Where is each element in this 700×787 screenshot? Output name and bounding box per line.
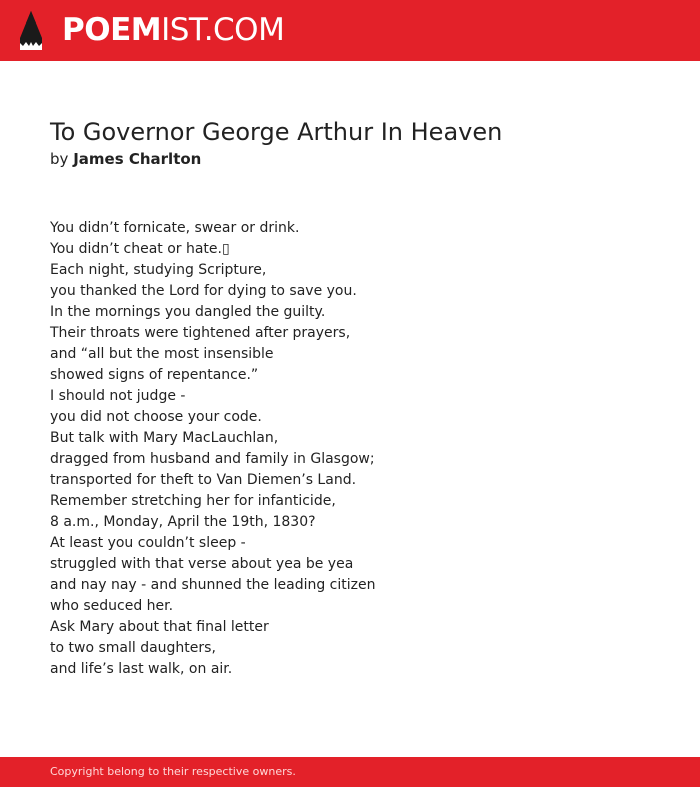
poem-line: I should not judge - [50, 388, 186, 404]
poem-line: Remember stretching her for infanticide, [50, 493, 336, 509]
logo-light-part: IST.COM [161, 12, 285, 48]
poem-line: and nay nay - and shunned the leading citizen [50, 577, 376, 593]
poem-line: Ask Mary about that final letter [50, 619, 269, 635]
poem-body [50, 218, 376, 680]
pencil-tip-icon [18, 10, 44, 52]
poem-line: In the mornings you dangled the guilty. [50, 304, 326, 320]
poem-line: You didn’t fornicate, swear or drink. [50, 220, 300, 236]
poem-line: dragged from husband and family in Glasgow; [50, 451, 375, 467]
by-label: by [50, 150, 69, 168]
poem-line: to two small daughters, [50, 640, 216, 656]
site-header [0, 0, 700, 61]
poem-line: Their throats were tightened after prayers, [50, 325, 351, 341]
copyright-text: Copyright belong to their respective owners. [50, 765, 296, 778]
poem-line: But talk with Mary MacLauchlan, [50, 430, 279, 446]
site-logo-text[interactable] [62, 12, 284, 48]
poem-line: showed signs of repentance.” [50, 367, 259, 383]
poem-line: struggled with that verse about yea be yea [50, 556, 354, 572]
poem-line: Each night, studying Scripture, [50, 262, 267, 278]
poem-title: To Governor George Arthur In Heaven [50, 118, 503, 146]
poem-line: you did not choose your code. [50, 409, 262, 425]
poem-line: transported for theft to Van Diemen’s Land. [50, 472, 357, 488]
poem-line: and life’s last walk, on air. [50, 661, 233, 677]
poem-line: who seduced her. [50, 598, 174, 614]
site-footer [0, 757, 700, 787]
poem-line: 8 a.m., Monday, April the 19th, 1830? [50, 514, 316, 530]
poem-line: and “all but the most insensible [50, 346, 274, 362]
poem-author: James Charlton [73, 150, 202, 168]
poem-line: At least you couldn’t sleep - [50, 535, 246, 551]
poem-byline [50, 149, 201, 169]
logo-bold-part: POEM [62, 12, 162, 48]
poem-line: you thanked the Lord for dying to save you. [50, 283, 357, 299]
poem-line: You didn’t cheat or hate.▯ [50, 241, 230, 257]
